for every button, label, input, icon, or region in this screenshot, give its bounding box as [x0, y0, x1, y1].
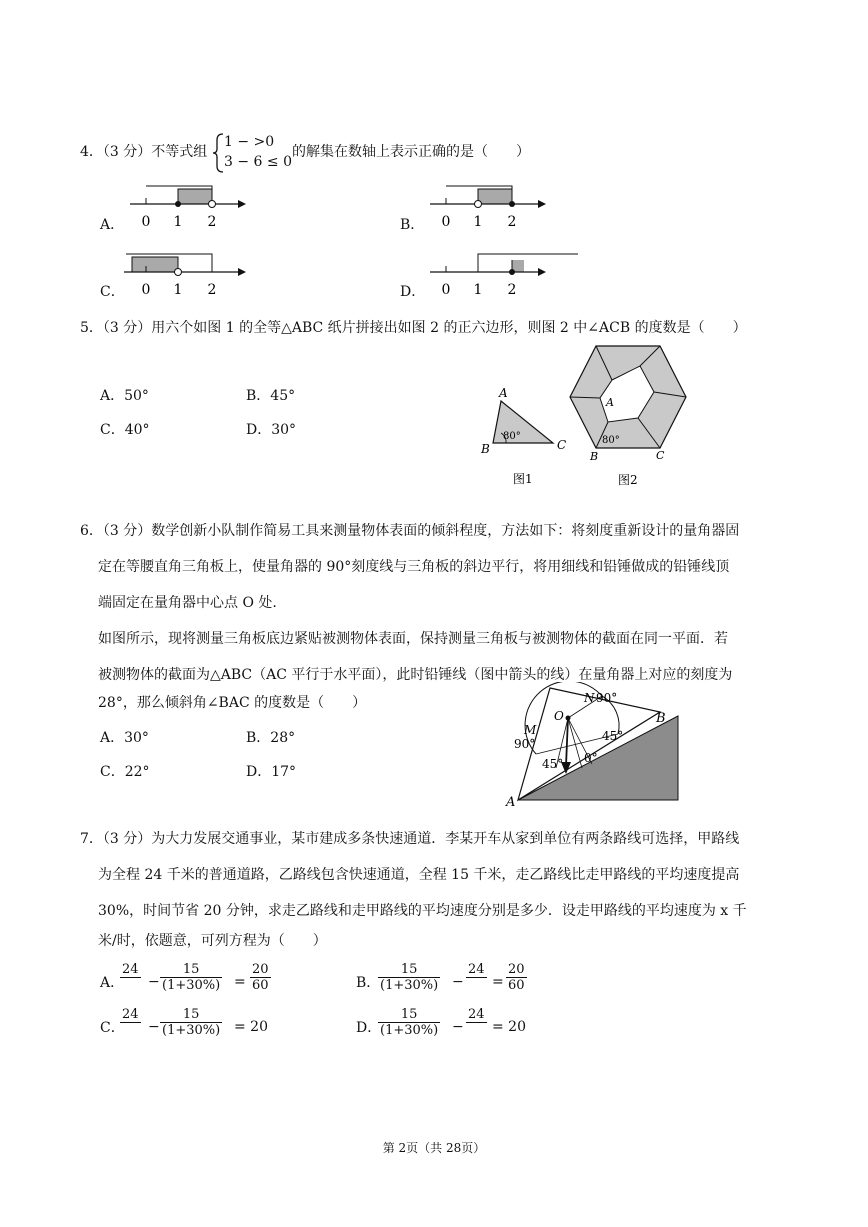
q4-option-c-number-line: [120, 248, 250, 300]
q6-option-d: D．17°: [246, 764, 297, 780]
arrow-icon: [538, 268, 546, 276]
svg-text:B: B: [590, 450, 599, 463]
q5-option-b: B．45°: [246, 388, 296, 404]
q7-line-2: 为全程 24 千米的普通道路，乙路线包含快速通道，全程 15 千米，走乙路线比走甲路线的平均速度提高: [98, 867, 740, 883]
q5-option-a: A．50°: [100, 388, 149, 404]
svg-text:45°: 45°: [542, 757, 564, 771]
svg-text:N: N: [584, 691, 595, 705]
svg-text:2: 2: [507, 214, 517, 230]
q7-option-a-equals: =: [234, 974, 246, 990]
q7-option-d-minus: −: [452, 1019, 464, 1035]
q7-option-b-minus: −: [452, 974, 464, 990]
q7-option-d-label: D．: [356, 1020, 382, 1036]
q7-option-c-label: C．: [100, 1020, 125, 1036]
svg-text:O: O: [554, 709, 564, 723]
q6-line-5: 被测物体的截面为△ABC（AC 平行于水平面），此时铅锤线（图中箭头的线）在量角器上对应的刻度为: [98, 667, 733, 683]
svg-text:90°: 90°: [596, 691, 618, 705]
q4-stem-prefix: 4．（3 分）不等式组: [80, 144, 208, 160]
q6-line-4: 如图所示，现将测量三角板底边紧贴被测物体表面，保持测量三角板与被测物体的截面在同一平面．若: [98, 631, 728, 647]
q4-inequality-1: 1 − >0: [224, 134, 275, 150]
q7-option-c-minus: −: [148, 1019, 160, 1035]
svg-text:A: A: [499, 386, 508, 400]
q7-option-a-fraction-1: 24: [122, 962, 139, 977]
arrow-icon: [238, 200, 246, 208]
q7-option-c-fraction-2: 15 (1+30%): [162, 1007, 221, 1038]
q6-line-3: 端固定在量角器中心点 O 处.: [98, 595, 277, 611]
svg-text:45°: 45°: [602, 729, 624, 743]
svg-text:B: B: [481, 442, 490, 456]
q6-option-c: C．22°: [100, 764, 150, 780]
svg-text:B: B: [656, 711, 666, 726]
q7-option-a-fraction-2: 15 (1+30%): [162, 962, 221, 993]
svg-text:0: 0: [441, 282, 451, 298]
svg-text:1: 1: [473, 214, 483, 230]
q4-option-a-number-line: [120, 180, 250, 232]
arrow-icon: [238, 268, 246, 276]
q4-stem-suffix: 的解集在数轴上表示正确的是（ ）: [292, 144, 530, 160]
svg-text:0: 0: [441, 214, 451, 230]
q6-line-1: 6．（3 分）数学创新小队制作简易工具来测量物体表面的倾斜程度，方法如下：将刻度重新设计的量角器固: [80, 523, 740, 539]
svg-text:0: 0: [141, 282, 151, 298]
q4-option-a-label: A．: [100, 217, 125, 233]
q4-inequality-system: [212, 132, 292, 174]
q6-line-6: 28°，那么倾斜角∠BAC 的度数是（ ）: [98, 695, 367, 711]
svg-text:1: 1: [473, 282, 483, 298]
q7-option-a-minus: −: [148, 974, 160, 990]
svg-text:90°: 90°: [514, 737, 536, 751]
q7-option-b-equals: =: [492, 974, 504, 990]
q7-option-c-fraction-1: 24: [122, 1007, 139, 1022]
svg-text:C: C: [557, 438, 567, 452]
q6-option-a: A．30°: [100, 730, 149, 746]
svg-text:2: 2: [207, 282, 217, 298]
q7-option-b-fraction-2: 24: [468, 962, 485, 977]
q4-option-b-label: B．: [400, 217, 425, 233]
q7-line-1: 7．（3 分）为大力发展交通事业，某市建成多条快速通道．李某开车从家到单位有两条路线可选择，甲路线: [80, 831, 740, 847]
svg-text:图1: 图1: [513, 472, 533, 486]
q4-option-d-number-line: [420, 248, 585, 300]
svg-text:图2: 图2: [618, 473, 638, 487]
q7-line-3: 30%，时间节省 20 分钟，求走乙路线和走甲路线的平均速度分别是多少．设走甲路线的平均速度为 x 千: [98, 903, 747, 919]
q4-option-c-label: C．: [100, 284, 125, 300]
q6-option-b: B．28°: [246, 730, 296, 746]
svg-text:2: 2: [207, 214, 217, 230]
q7-option-a-label: A．: [100, 975, 125, 991]
q5-option-d: D．30°: [246, 422, 297, 438]
svg-text:80°: 80°: [503, 431, 521, 442]
q5-stem: 5．（3 分）用六个如图 1 的全等△ABC 纸片拼接出如图 2 的正六边形，则图 2 中∠ACB 的度数是（ ）: [80, 320, 747, 336]
q7-option-d-equals: = 20: [492, 1019, 526, 1035]
q7-option-b-fraction-3: 20 60: [508, 962, 525, 993]
q7-option-d-fraction-1: 15 (1+30%): [380, 1007, 439, 1038]
svg-text:A: A: [506, 795, 516, 810]
svg-text:0°: 0°: [584, 751, 598, 765]
svg-text:A: A: [606, 396, 614, 409]
arrow-icon: [538, 200, 546, 208]
q7-option-c-equals: = 20: [234, 1019, 268, 1035]
svg-text:80°: 80°: [602, 435, 620, 446]
q7-option-b-fraction-1: 15 (1+30%): [380, 962, 439, 993]
svg-text:M: M: [524, 723, 537, 737]
q4-inequality-2: 3 − 6 ≤ 0: [224, 154, 292, 170]
page-footer: 第 2页（共 28页）: [382, 1141, 486, 1155]
svg-text:1: 1: [173, 282, 183, 298]
q5-figure-2-hexagon: [560, 340, 690, 490]
q7-line-4: 米/时，依题意，可列方程为（ ）: [98, 933, 327, 949]
q4-option-d-label: D．: [400, 284, 426, 300]
q5-option-c: C．40°: [100, 422, 150, 438]
q4-option-b-number-line: [420, 180, 550, 232]
q6-line-2: 定在等腰直角三角板上，使量角器的 90°刻度线与三角板的斜边平行，将用细线和铅锤做成的铅锤线顶: [98, 559, 730, 575]
svg-text:0: 0: [141, 214, 151, 230]
q7-option-a-fraction-3: 20 60: [252, 962, 269, 993]
svg-text:C: C: [656, 449, 665, 462]
q7-option-d-fraction-2: 24: [468, 1007, 485, 1022]
svg-text:2: 2: [507, 282, 517, 298]
q6-protractor-figure: [500, 682, 685, 810]
q7-option-b-label: B．: [356, 975, 381, 991]
svg-text:1: 1: [173, 214, 183, 230]
